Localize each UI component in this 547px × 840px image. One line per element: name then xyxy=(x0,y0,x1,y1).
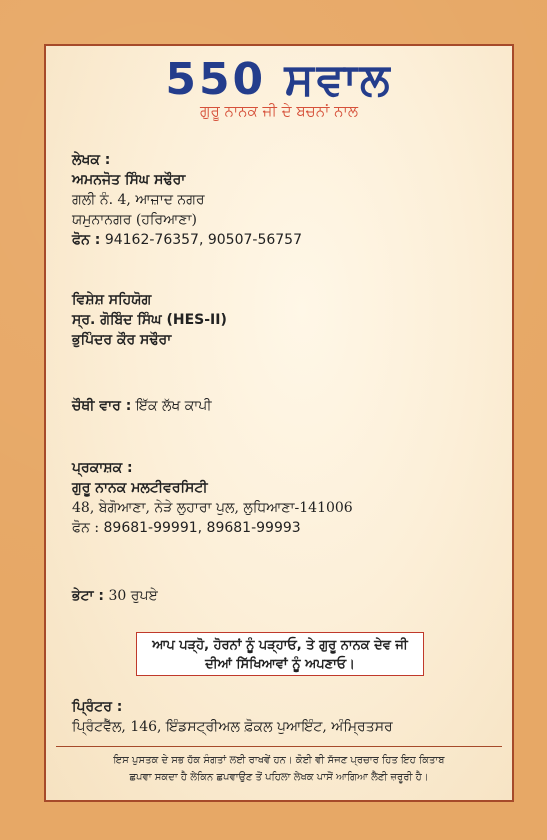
printer-section xyxy=(72,697,393,737)
author-phone: 94162-76357, 90507-56757 xyxy=(104,232,302,248)
book-subtitle: ਗੁਰੂ ਨਾਨਕ ਜੀ ਦੇ ਬਚਨਾਂ ਨਾਲ xyxy=(200,102,358,120)
cooperation-person1: ਸ੍ਰ. ਗੋਬਿੰਦ ਸਿੰਘ (HES-II) xyxy=(72,312,227,328)
copyright-note xyxy=(56,752,502,786)
motto-line2: ਦੀਆਂ ਸਿੱਖਿਆਵਾਂ ਨੂੰ ਅਪਣਾਓ। xyxy=(205,657,355,672)
price-value: 30 ਰੁਪਏ xyxy=(108,588,158,604)
cooperation-heading: ਵਿਸ਼ੇਸ਼ ਸਹਿਯੋਗ xyxy=(72,292,152,308)
publisher-phone-label: ਫੋਨ : xyxy=(72,520,100,536)
motto-box xyxy=(136,632,424,676)
edition-section xyxy=(72,396,212,416)
author-address-line2: ਯਮੁਨਾਨਗਰ (ਹਰਿਆਣਾ) xyxy=(72,212,197,228)
edition-label: ਚੌਥੀ ਵਾਰ : xyxy=(72,398,132,414)
book-title: 550 ਸਵਾਲ xyxy=(165,54,393,105)
price-section xyxy=(72,586,158,606)
footer-divider xyxy=(56,746,502,747)
publisher-heading: ਪ੍ਰਕਾਸ਼ਕ : xyxy=(72,460,133,476)
publisher-phone: 89681-99991, 89681-99993 xyxy=(103,520,301,536)
author-phone-label: ਫੋਨ : xyxy=(72,232,101,248)
printer-value: ਪ੍ਰਿੰਟਵੈੱਲ, 146, ਇੰਡਸਟ੍ਰੀਅਲ ਫ਼ੋਕਲ ਪੁਆਇੰਟ, ਅੰਮ੍ਰਿਤਸਰ xyxy=(72,719,393,735)
author-name: ਅਮਨਜੋਤ ਸਿੰਘ ਸਢੌਰਾ xyxy=(72,172,186,188)
motto-line1: ਆਪ ਪੜ੍ਹੋ, ਹੋਰਨਾਂ ਨੂੰ ਪੜ੍ਹਾਓ, ਤੇ ਗੁਰੂ ਨਾਨਕ ਦੇਵ ਜੀ xyxy=(152,638,408,653)
copyright-line1: ਇਸ ਪੁਸਤਕ ਦੇ ਸਭ ਹੱਕ ਸੰਗਤਾਂ ਲਈ ਰਾਖਵੇਂ ਹਨ। ਕੋਈ ਵੀ ਸੱਜਣ ਪ੍ਰਚਾਰ ਹਿਤ ਇਹ ਕਿਤਾਬ xyxy=(113,755,445,766)
copyright-line2: ਛਪਵਾ ਸਕਦਾ ਹੈ ਲੇਕਿਨ ਛਪਵਾਉਣ ਤੋਂ ਪਹਿਲਾ ਲੇਖਕ ਪਾਸੋਂ ਆਗਿਆ ਲੈਣੀ ਜ਼ਰੂਰੀ ਹੈ। xyxy=(129,772,429,783)
author-section xyxy=(72,150,302,250)
cooperation-person2: ਭੁਪਿੰਦਰ ਕੌਰ ਸਢੌਰਾ xyxy=(72,332,172,348)
page-card xyxy=(44,44,514,802)
publisher-section xyxy=(72,458,353,538)
edition-value: ਇੱਕ ਲੱਖ ਕਾਪੀ xyxy=(135,398,212,414)
author-address-line1: ਗਲੀ ਨੰ. 4, ਆਜ਼ਾਦ ਨਗਰ xyxy=(72,192,205,208)
cooperation-section xyxy=(72,290,227,350)
printer-heading: ਪ੍ਰਿੰਟਰ : xyxy=(72,699,123,715)
author-heading: ਲੇਖਕ : xyxy=(72,152,111,168)
publisher-name: ਗੁਰੂ ਨਾਨਕ ਮਲਟੀਵਰਸਿਟੀ xyxy=(72,480,208,496)
publisher-address: 48, ਬੇਗੋਆਣਾ, ਨੇੜੇ ਲੁਹਾਰਾ ਪੁਲ, ਲੁਧਿਆਣਾ-141006 xyxy=(72,500,353,516)
price-label: ਭੇਟਾ : xyxy=(72,588,105,604)
